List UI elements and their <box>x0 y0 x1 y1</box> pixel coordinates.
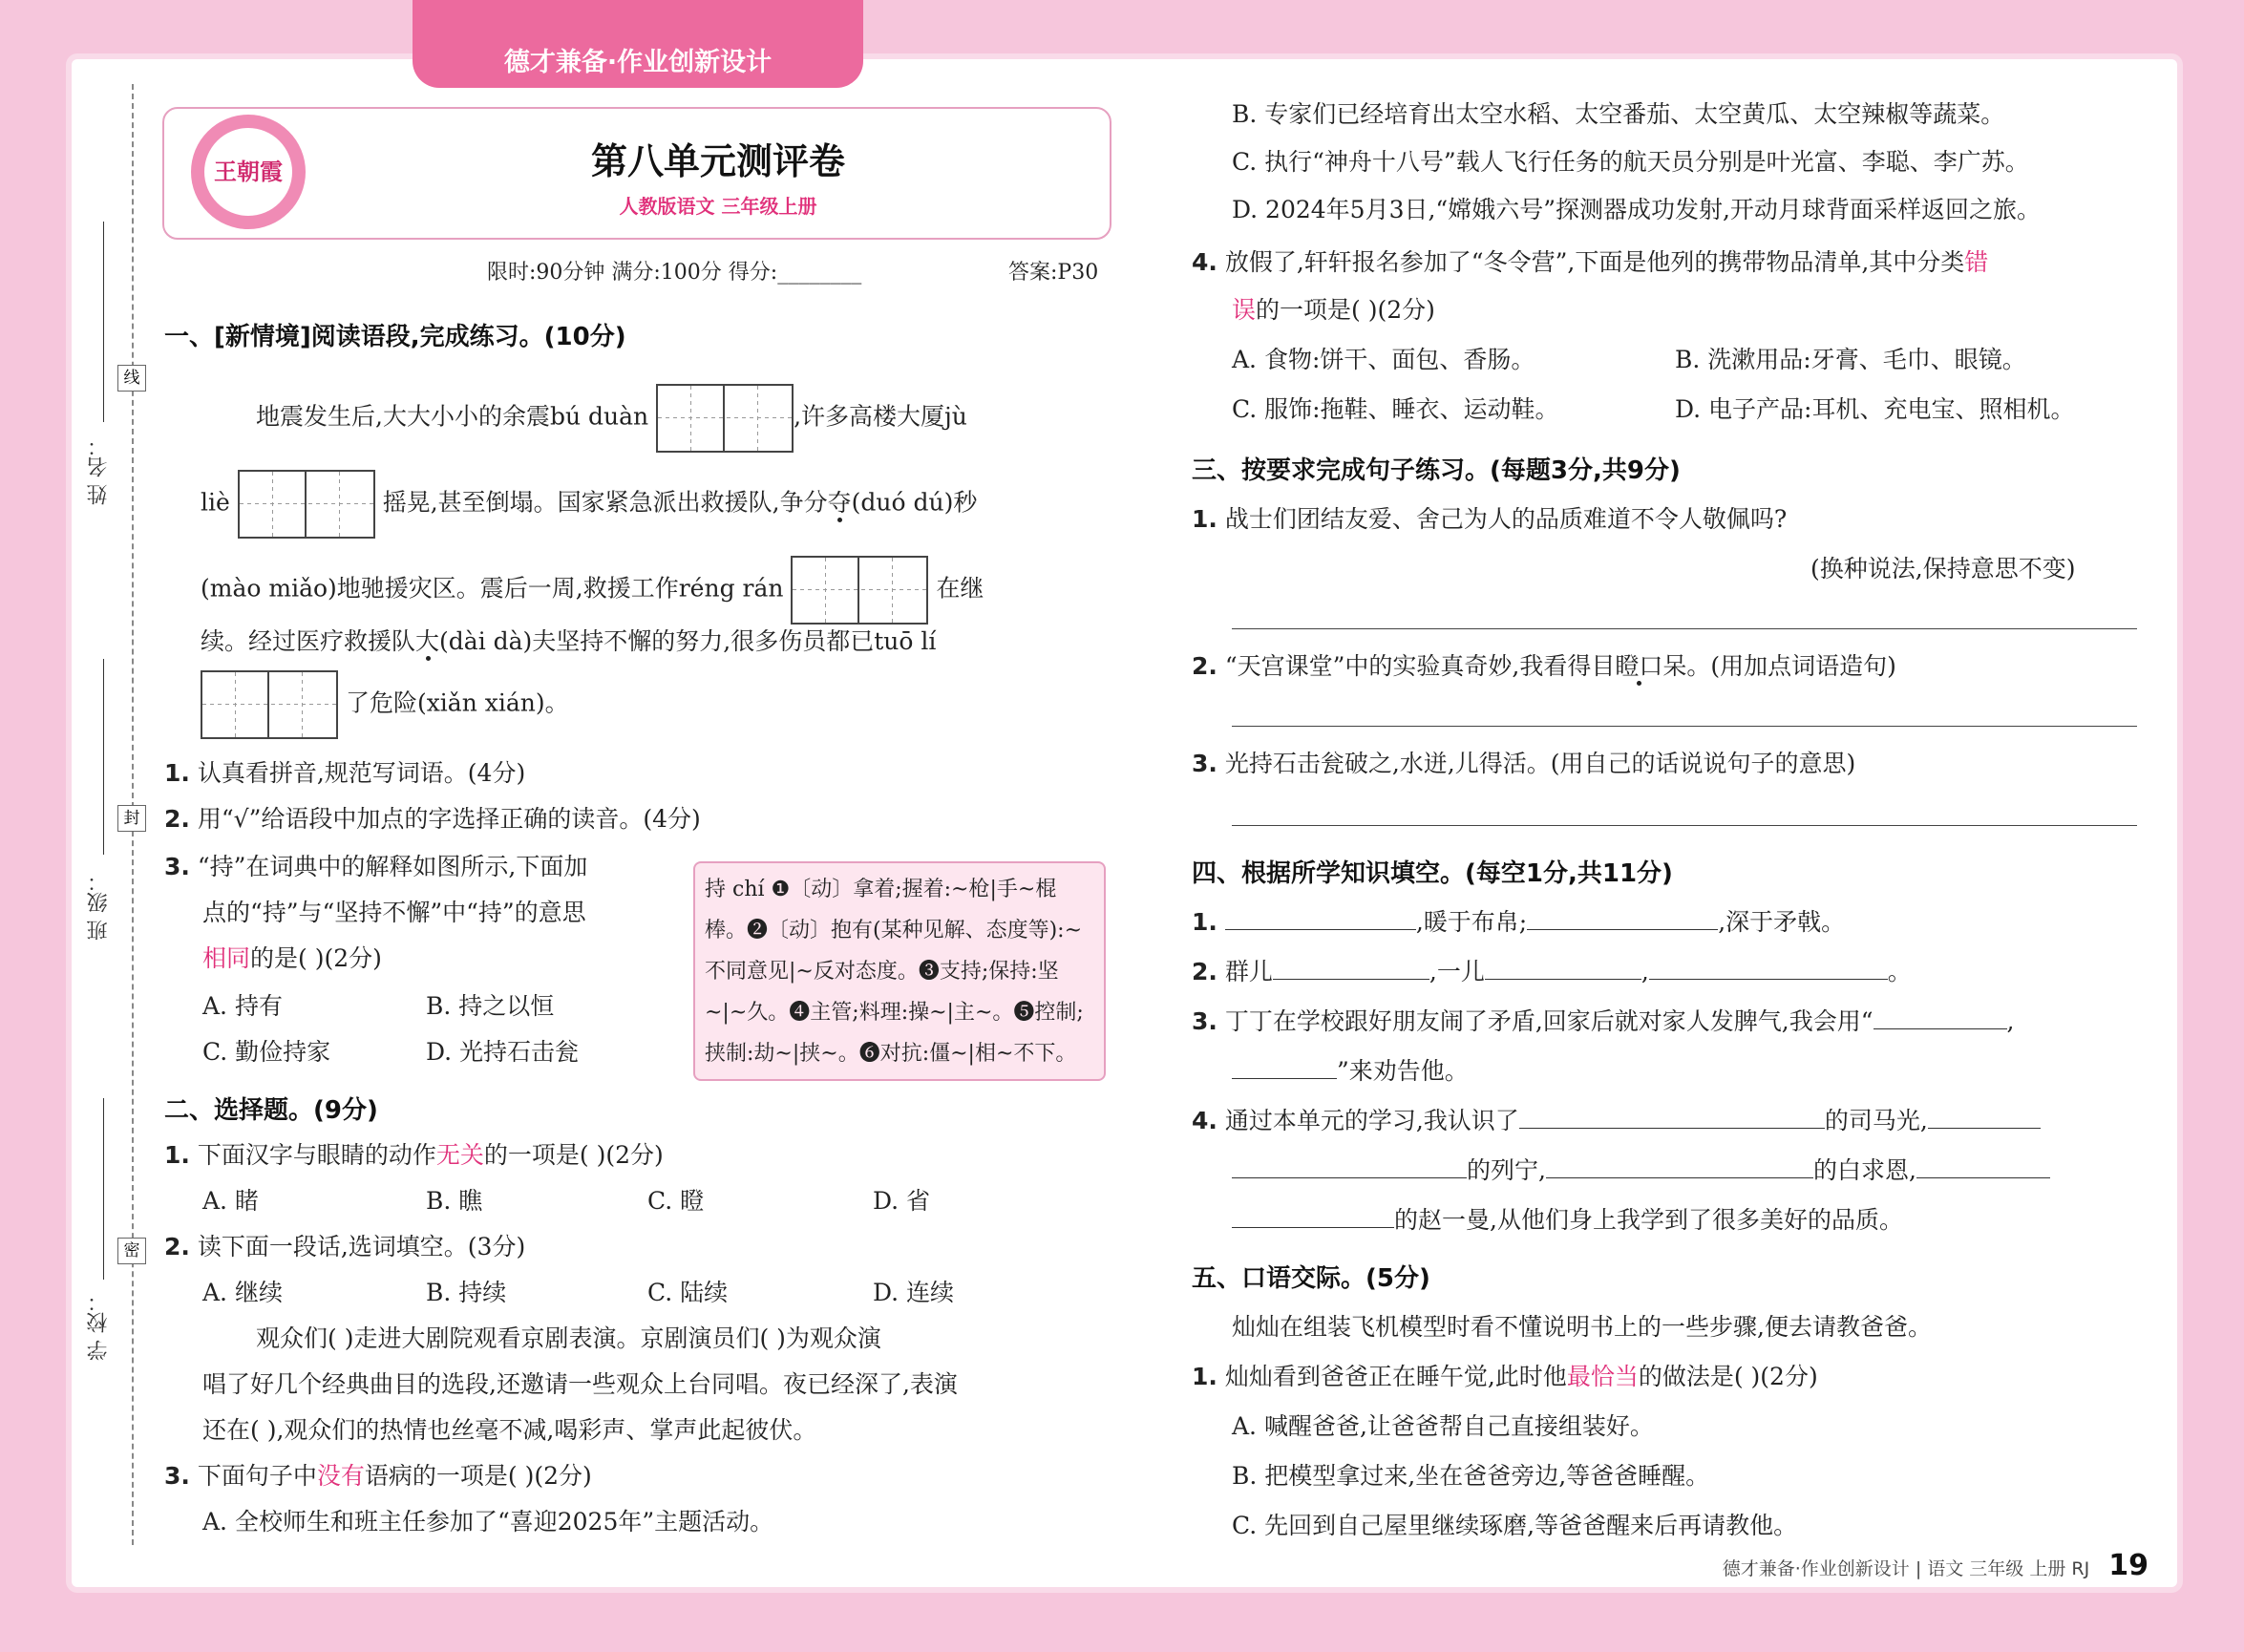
s4-q3: 3. 丁丁在学校跟好朋友闹了矛盾,回家后就对家人发脾气,我会用“ , <box>1192 1007 2015 1035</box>
option-b[interactable]: B. 瞧 <box>426 1187 483 1215</box>
pinyin-writing-grid[interactable] <box>201 670 338 739</box>
question-text: 战士们团结友爱、舍己为人的品质难道不令人敬佩吗? <box>1224 505 1788 533</box>
section-1-heading: 一、[新情境]阅读语段,完成练习。(10分) <box>164 323 626 351</box>
option-a[interactable]: A. 继续 <box>202 1279 283 1306</box>
question-text: 下面句子中 <box>197 1462 317 1490</box>
s1-q3: 3. “持”在词典中的解释如图所示,下面加 <box>164 853 588 880</box>
answer-line[interactable] <box>1232 726 2137 727</box>
question-text: 的司马光, <box>1824 1107 1928 1134</box>
question-text: 下面汉字与眼睛的动作 <box>197 1141 436 1169</box>
school-field[interactable] <box>103 1098 104 1280</box>
option-a[interactable]: A. 睹 <box>202 1187 259 1215</box>
s4-q1: 1. ,暖于布帛; ,深于矛戟。 <box>1192 908 1846 936</box>
option-d[interactable]: D. 连续 <box>873 1279 955 1306</box>
section-3-heading: 三、按要求完成句子练习。(每题3分,共9分) <box>1192 456 1681 485</box>
blank[interactable] <box>1874 1007 2007 1029</box>
s2-q3: 3. 下面句子中没有语病的一项是( )(2分) <box>164 1462 592 1490</box>
dotted-char: 夺 <box>827 488 852 517</box>
option-a[interactable]: A. 食物:饼干、面包、香肠。 <box>1232 346 1535 373</box>
passage-text: 还在( ),观众们的热情也丝毫不减,喝彩声、掌声此起彼伏。 <box>202 1416 817 1444</box>
blank[interactable] <box>1232 1057 1337 1079</box>
question-text: ,一儿 <box>1429 958 1485 985</box>
seal-mark-seal: 封 <box>117 805 146 832</box>
passage-text: 续。经过医疗救援队 <box>201 627 416 655</box>
option-c[interactable]: C. 陆续 <box>647 1279 729 1306</box>
answer-ref: 答案:P30 <box>1008 261 1099 285</box>
title-box <box>162 107 1111 240</box>
option-d[interactable]: D. 电子产品:耳机、充电宝、照相机。 <box>1675 395 2075 423</box>
passage-line-5 <box>201 670 569 739</box>
passage-text: 地震发生后,大大小小的余震bú duàn <box>256 402 649 431</box>
name-label: 姓 名： <box>87 435 111 505</box>
blank[interactable] <box>1273 958 1429 980</box>
dotted-char: 大 <box>415 627 440 655</box>
question-text: 读下面一段话,选词填空。(3分) <box>197 1233 526 1260</box>
answer-line[interactable] <box>1232 628 2137 629</box>
passage-text: ,许多高楼大厦jù <box>794 402 967 431</box>
question-text: 的白求恩, <box>1812 1156 1916 1184</box>
passage-line-3 <box>201 556 984 625</box>
question-text: 的是( )(2分) <box>250 944 382 972</box>
question-text: 认真看拼音,规范写词语。(4分) <box>197 759 526 787</box>
question-text: 通过本单元的学习,我认识了 <box>1224 1107 1519 1134</box>
option-b[interactable]: B. 洗漱用品:牙膏、毛巾、眼镜。 <box>1675 346 2026 373</box>
question-text: 群儿 <box>1224 958 1273 985</box>
school-label: 学 校： <box>87 1291 111 1361</box>
option-b[interactable]: B. 专家们已经培育出太空水稻、太空番茄、太空黄瓜、太空辣椒等蔬菜。 <box>1232 100 2005 128</box>
footer-text: 德才兼备·作业创新设计 | 语文 三年级 上册 RJ <box>1722 1558 2090 1579</box>
passage-text: 摇晃,甚至倒塌。国家紧急派出救援队,争分 <box>382 488 828 517</box>
question-text: 语病的一项是( )(2分) <box>364 1462 592 1490</box>
option-c[interactable]: C. 服饰:拖鞋、睡衣、运动鞋。 <box>1232 395 1559 423</box>
s1-q1: 1. 认真看拼音,规范写词语。(4分) <box>164 759 526 787</box>
header-tab: 德才兼备·作业创新设计 <box>413 0 863 88</box>
blank[interactable] <box>1916 1156 2050 1178</box>
blank[interactable] <box>1649 958 1888 980</box>
seal-mark-secret: 密 <box>117 1238 146 1264</box>
s3-q2: 2. “天宫课堂”中的实验真奇妙,我看得目瞪口呆。(用加点词语造句) <box>1192 652 1896 680</box>
s4-q3-line2 <box>1232 1052 1469 1087</box>
s2-q1: 1. 下面汉字与眼睛的动作无关的一项是( )(2分) <box>164 1141 664 1169</box>
blank[interactable] <box>1485 958 1641 980</box>
question-text: ,暖于布帛; <box>1415 908 1528 936</box>
blank[interactable] <box>1928 1107 2041 1129</box>
emphasis-text: 相同 <box>202 944 251 972</box>
question-text: 放假了,轩轩报名参加了“冬令营”,下面是他列的携带物品清单,其中分类 <box>1224 248 1965 276</box>
pinyin-writing-grid[interactable] <box>791 556 928 625</box>
option-d[interactable]: D. 2024年5月3日,“嫦娥六号”探测器成功发射,开动月球背面采样返回之旅。 <box>1232 196 2041 223</box>
s3-q1: 1. 战士们团结友爱、舍己为人的品质难道不令人敬佩吗? <box>1192 505 1788 533</box>
s3-q3: 3. 光持石击瓮破之,水迸,儿得活。(用自己的话说说句子的意思) <box>1192 750 1856 777</box>
s4-q4: 4. 通过本单元的学习,我认识了 的司马光, <box>1192 1102 2041 1136</box>
section-2-heading: 二、选择题。(9分) <box>164 1096 378 1125</box>
option-a[interactable]: A. 喊醒爸爸,让爸爸帮自己直接组装好。 <box>1232 1412 1654 1440</box>
option-a[interactable]: A. 全校师生和班主任参加了“喜迎2025年”主题活动。 <box>202 1508 774 1536</box>
question-text: 的一项是( )(2分) <box>1256 296 1435 324</box>
passage-line-4 <box>201 623 936 657</box>
s2-q4: 4. 放假了,轩轩报名参加了“冬令营”,下面是他列的携带物品清单,其中分类错 <box>1192 248 1989 276</box>
question-text: ,深于矛戟。 <box>1718 908 1846 936</box>
option-b[interactable]: B. 持续 <box>426 1279 507 1306</box>
question-text: 的赵一曼,从他们身上我学到了很多美好的品质。 <box>1394 1206 1903 1234</box>
s4-q4-line2 <box>1232 1152 2050 1186</box>
emphasis-text: 最恰当 <box>1566 1363 1639 1390</box>
emphasis-text: 错 <box>1964 248 1989 276</box>
s2-q2: 2. 读下面一段话,选词填空。(3分) <box>164 1233 526 1260</box>
passage-text: (dài dà)夫坚持不懈的努力,很多伤员都已tuō lí <box>439 627 937 655</box>
passage-text: (duó dú)秒 <box>851 488 978 517</box>
option-d[interactable]: D. 光持石击瓮 <box>426 1038 580 1066</box>
s1-q3-line3 <box>202 940 382 974</box>
exam-info: 限时:90分钟 满分:100分 得分:________ <box>487 261 862 285</box>
question-text: 。(用加点词语造句) <box>1686 652 1896 680</box>
question-text: “持”在词典中的解释如图所示,下面加 <box>197 853 588 880</box>
blank[interactable] <box>1225 908 1416 930</box>
pinyin-writing-grid[interactable] <box>656 384 794 453</box>
option-a[interactable]: A. 持有 <box>202 992 283 1020</box>
passage-text: 在继 <box>936 574 984 603</box>
footer <box>1723 1549 2149 1582</box>
question-text: 的列宁, <box>1467 1156 1546 1184</box>
answer-line[interactable] <box>1232 825 2137 826</box>
passage-line-1 <box>256 384 967 453</box>
option-c[interactable]: C. 瞪 <box>647 1187 705 1215</box>
emphasis-text: 没有 <box>316 1462 365 1490</box>
blank[interactable] <box>1232 1206 1394 1228</box>
question-text: 的做法是( )(2分) <box>1638 1363 1818 1390</box>
question-text: 灿灿看到爸爸正在睡午觉,此时他 <box>1224 1363 1567 1390</box>
s2-q4-line2 <box>1232 291 1435 326</box>
question-text: 的一项是( )(2分) <box>483 1141 664 1169</box>
logo <box>191 115 306 229</box>
blank[interactable] <box>1527 908 1718 930</box>
option-b[interactable]: B. 把模型拿过来,坐在爸爸旁边,等爸爸睡醒。 <box>1232 1462 1710 1490</box>
blank[interactable] <box>1519 1107 1825 1129</box>
question-text: 用“√”给语段中加点的字选择正确的读音。(4分) <box>197 805 701 833</box>
passage-text: liè <box>201 488 230 517</box>
s5-q1: 1. 灿灿看到爸爸正在睡午觉,此时他最恰当的做法是( )(2分) <box>1192 1363 1818 1390</box>
s1-q2: 2. 用“√”给语段中加点的字选择正确的读音。(4分) <box>164 805 701 833</box>
blank[interactable] <box>1546 1156 1813 1178</box>
passage-text: 唱了好几个经典曲目的选段,还邀请一些观众上台同唱。夜已经深了,表演 <box>202 1370 958 1398</box>
s4-q2: 2. 群儿 ,一儿 , 。 <box>1192 958 1912 985</box>
page-title: 第八单元测评卷 <box>590 140 845 182</box>
class-label: 班 级： <box>87 871 111 941</box>
blank[interactable] <box>1232 1156 1467 1178</box>
question-text: ”来劝告他。 <box>1337 1057 1469 1085</box>
section-5-heading: 五、口语交际。(5分) <box>1192 1264 1430 1293</box>
question-text: , <box>1641 958 1649 985</box>
emphasis-text: 无关 <box>435 1141 484 1169</box>
option-d[interactable]: D. 省 <box>873 1187 931 1215</box>
passage-text: 观众们( )走进大剧院观看京剧表演。京剧演员们( )为观众演 <box>256 1324 881 1352</box>
name-field[interactable] <box>103 222 104 422</box>
emphasis-text: 误 <box>1232 296 1257 324</box>
s4-q4-line3 <box>1232 1201 1903 1236</box>
question-text: 。 <box>1887 958 1912 985</box>
section-intro: 灿灿在组装飞机模型时看不懂说明书上的一些步骤,便去请教爸爸。 <box>1232 1313 1932 1341</box>
option-b[interactable]: B. 持之以恒 <box>426 992 555 1020</box>
class-field[interactable] <box>103 659 104 855</box>
option-c[interactable]: C. 执行“神舟十八号”载人飞行任务的航天员分别是叶光富、李聪、李广苏。 <box>1232 148 2029 176</box>
question-text: 光持石击瓮破之,水迸,儿得活。(用自己的话说说句子的意思) <box>1224 750 1856 777</box>
question-text: 点的“持”与“坚持不懈”中“持”的意思 <box>202 899 586 926</box>
section-4-heading: 四、根据所学知识填空。(每空1分,共11分) <box>1192 859 1673 888</box>
passage-text: 了危险(xiǎn xián)。 <box>345 688 569 717</box>
question-text: “天宫课堂”中的实验真奇妙,我看得 <box>1224 652 1592 680</box>
question-hint: (换种说法,保持意思不变) <box>1810 555 2076 582</box>
option-c[interactable]: C. 勤俭持家 <box>202 1038 331 1066</box>
logo-text: 王朝霞 <box>204 128 292 216</box>
seal-mark-line: 线 <box>117 365 146 392</box>
page-subtitle: 人教版语文 三年级上册 <box>619 195 817 218</box>
page-number: 19 <box>2108 1549 2149 1582</box>
question-text: , <box>2006 1007 2015 1035</box>
dictionary-entry: 持 chí ❶〔动〕拿着;握着:~枪|手~棍棒。❷〔动〕抱有(某种见解、态度等):~不同意见|~反对态度。❸支持;保持:坚~|~久。❹主管;料理:操~|主~。❺控制;挟制:劫~|挟~。❻对抗:僵~|相~不下。 <box>693 861 1106 1081</box>
question-text: 丁丁在学校跟好朋友闹了矛盾,回家后就对家人发脾气,我会用“ <box>1224 1007 1874 1035</box>
option-c[interactable]: C. 先回到自己屋里继续琢磨,等爸爸醒来后再请教他。 <box>1232 1512 1798 1539</box>
pinyin-writing-grid[interactable] <box>238 470 375 539</box>
passage-line-2 <box>201 470 977 539</box>
passage-text: (mào miǎo)地驰援灾区。震后一周,救援工作réng rán <box>201 574 784 603</box>
dotted-word: 目瞪口呆 <box>1591 652 1687 680</box>
